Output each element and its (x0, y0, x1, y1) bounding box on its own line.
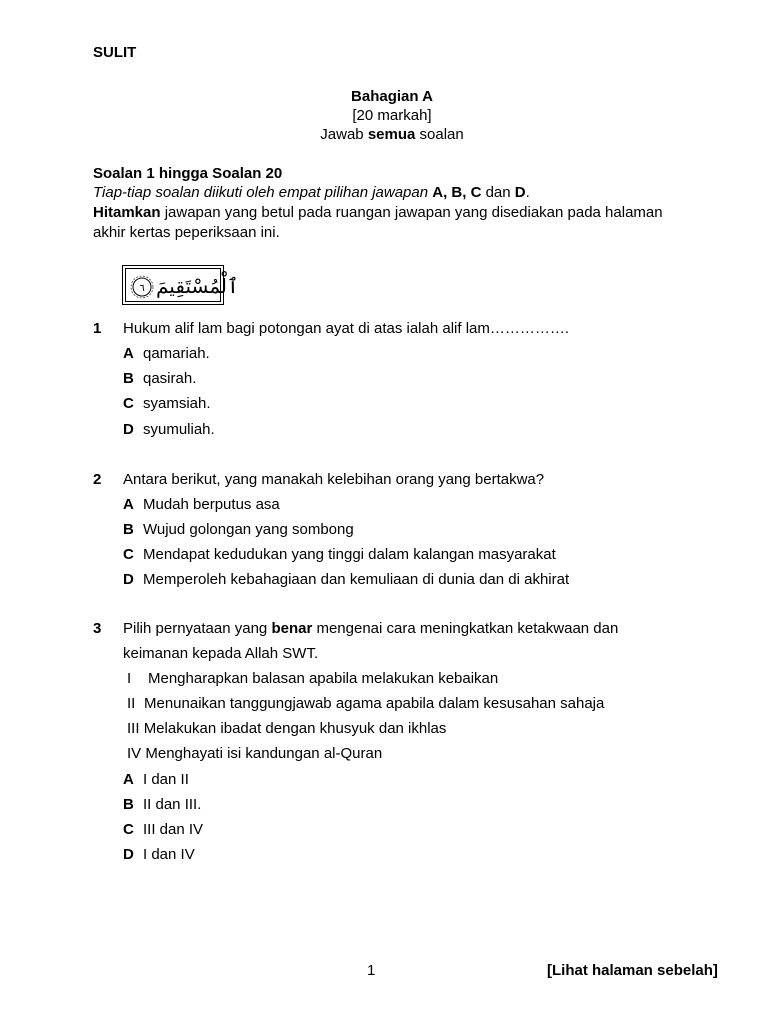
option-text: I dan IV (143, 846, 195, 863)
question-3-text (123, 619, 618, 638)
statement-roman: IV (127, 745, 142, 762)
option-text: III dan IV (143, 821, 204, 838)
quran-verse-box (122, 265, 239, 305)
question-1-option-c (123, 394, 211, 413)
instruction-post: soalan (415, 126, 464, 143)
questions-range-heading: Soalan 1 hingga Soalan 20 (93, 165, 283, 182)
option-letter: D (123, 421, 134, 438)
option-letter: A (123, 345, 134, 362)
question-1-number: 1 (93, 320, 102, 337)
question-2-option-c (123, 545, 556, 564)
option-letter: C (123, 546, 134, 563)
option-text: Mendapat kedudukan yang tinggi dalam kalangan masyarakat (143, 546, 556, 563)
statement-text: Menghayati isi kandungan al-Quran (145, 745, 383, 762)
option-letter: B (123, 370, 134, 387)
instruction-pre: Jawab (320, 126, 368, 143)
ayah-number: ٦ (139, 283, 145, 294)
option-text: Wujud golongan yang sombong (143, 521, 354, 538)
question-3-text-line2: keimanan kepada Allah SWT. (123, 645, 319, 662)
option-text: I dan II (143, 771, 189, 788)
page-number: 1 (367, 962, 376, 979)
choice-d: D (514, 184, 526, 201)
question-1-option-d (123, 420, 215, 439)
option-text: Mudah berputus asa (143, 496, 280, 513)
option-text: syumuliah. (143, 421, 215, 438)
choices-abc: A, B, C (432, 184, 482, 201)
question-3-option-a (123, 770, 189, 789)
question-2-option-d (123, 570, 569, 589)
question-3-text-bold: benar (271, 620, 313, 637)
instruction-line-end: akhir kertas peperiksaan ini. (93, 224, 280, 241)
blacken-rest: jawapan yang betul pada ruangan jawapan yang disediakan pada halaman (160, 204, 663, 221)
question-2-number: 2 (93, 471, 102, 488)
section-instruction (0, 125, 768, 144)
instruction-line-blacken (93, 203, 663, 222)
statement-text: Melakukan ibadat dengan khusyuk dan ikhlas (143, 720, 447, 737)
blacken-word: Hitamkan (93, 204, 161, 221)
next-page-note: [Lihat halaman sebelah] (547, 962, 718, 979)
question-1-option-a (123, 344, 210, 363)
option-letter: B (123, 521, 134, 538)
option-letter: D (123, 571, 134, 588)
section-title: Bahagian A (351, 88, 433, 105)
question-3-text-post: mengenai cara meningkatkan ketakwaan dan (312, 620, 619, 637)
question-2-option-a (123, 495, 280, 514)
question-1-option-b (123, 369, 196, 388)
statement-iv (127, 744, 382, 763)
option-letter: A (123, 496, 134, 513)
question-2-text: Antara berikut, yang manakah kelebihan orang yang bertakwa? (123, 471, 545, 488)
quran-verse-text: ٱلْمُسْتَقِيمَ (156, 274, 239, 298)
instruction-line-choices (93, 183, 530, 202)
statement-text: Menunaikan tanggungjawab agama apabila dalam kesusahan sahaja (144, 695, 605, 712)
question-3-text-pre: Pilih pernyataan yang (123, 620, 272, 637)
statement-i (127, 669, 498, 688)
question-1-text: Hukum alif lam bagi potongan ayat di atas ialah alif lam……………. (123, 320, 570, 337)
question-3-option-d (123, 845, 195, 864)
option-text: qasirah. (143, 370, 197, 387)
choices-end: . (525, 184, 530, 201)
statement-roman: III (127, 720, 140, 737)
statement-text: Mengharapkan balasan apabila melakukan kebaikan (148, 670, 499, 687)
option-letter: B (123, 796, 134, 813)
instruction-bold: semua (367, 126, 416, 143)
option-text: syamsiah. (143, 395, 211, 412)
option-letter: C (123, 395, 134, 412)
question-3-option-c (123, 820, 203, 839)
statement-roman: I (127, 670, 132, 687)
question-3-option-b (123, 795, 201, 814)
option-text: qamariah. (143, 345, 210, 362)
choices-and: dan (481, 184, 515, 201)
quran-verse-frame (125, 268, 239, 302)
option-text: Memperoleh kebahagiaan dan kemuliaan di dunia dan di akhirat (143, 571, 570, 588)
question-2-option-b (123, 520, 354, 539)
statement-roman: II (127, 695, 136, 712)
question-3-number: 3 (93, 620, 102, 637)
option-text: II dan III. (143, 796, 202, 813)
statement-ii (127, 694, 604, 713)
instruction-italic: Tiap-tiap soalan diikuti oleh empat pilihan jawapan (93, 184, 433, 201)
confidential-label: SULIT (93, 44, 137, 61)
ayah-end-marker-icon (130, 275, 154, 299)
option-letter: C (123, 821, 134, 838)
section-marks: [20 markah] (352, 107, 432, 124)
statement-iii (127, 719, 446, 738)
option-letter: A (123, 771, 134, 788)
option-letter: D (123, 846, 134, 863)
